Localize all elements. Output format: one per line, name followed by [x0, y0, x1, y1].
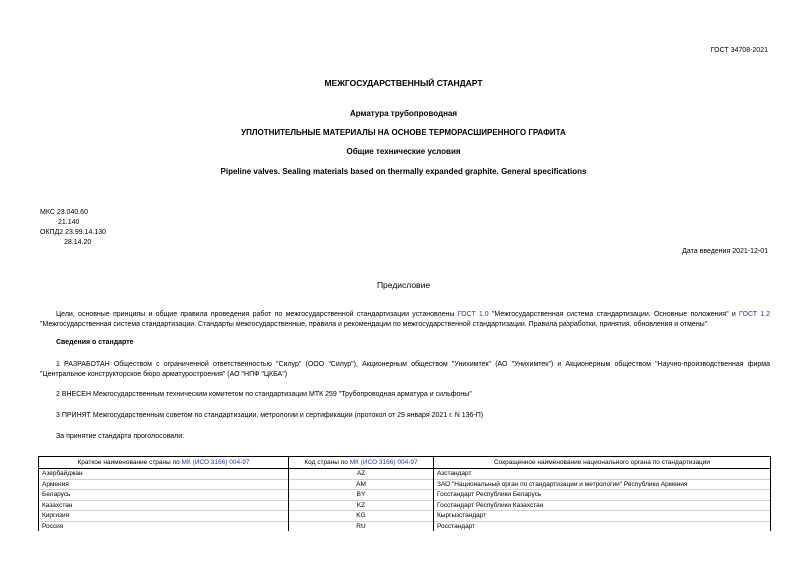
body-cell: Госстандарт Республики Казахстан [434, 500, 771, 511]
body-cell: Росстандарт [434, 521, 771, 531]
body-cell: ЗАО "Национальный орган по стандартизации и метрологии" Республики Армения [434, 479, 771, 490]
foreword-heading: Предисловие [376, 280, 431, 290]
introduction-date: Дата введения 2021-12-01 [682, 248, 768, 255]
voted-label: За принятие стандарта проголосовали: [56, 433, 185, 440]
foreword-paragraph [40, 310, 770, 330]
english-title: Pipeline valves. Sealing materials based on thermally expanded graphite. General specifications [220, 167, 587, 176]
countries-table [38, 456, 771, 531]
standard-info-heading: Сведения о стандарте [56, 339, 134, 346]
table-row [39, 469, 771, 480]
paragraph-text: Цели, основные принципы и общие правила проведения работ по межгосударственной стандартизации установлены [56, 311, 458, 318]
standard-name-title: УПЛОТНИТЕЛЬНЫЕ МАТЕРИАЛЫ НА ОСНОВЕ ТЕРМОРАСШИРЕННОГО ГРАФИТА [241, 128, 566, 137]
document-number: ГОСТ 34708-2021 [710, 47, 768, 54]
subject-title: Арматура трубопроводная [349, 109, 458, 118]
body-cell: Госстандарт Республики Беларусь [434, 490, 771, 501]
code-cell: RU [289, 521, 434, 531]
country-cell: Киргизия [39, 511, 289, 522]
body-cell: Кыргызстандарт [434, 511, 771, 522]
country-cell: Армения [39, 479, 289, 490]
country-code-header [289, 457, 434, 469]
gost-1-0-link[interactable]: ГОСТ 1.0 [457, 311, 489, 318]
country-cell: Россия [39, 521, 289, 531]
code-cell: AM [289, 479, 434, 490]
classification-codes [40, 208, 106, 248]
country-cell: Казахстан [39, 500, 289, 511]
developed-by-item: 1 РАЗРАБОТАН Обществом с ограниченной ответственностью "Силур" (ООО "Силур"), Акционерным обществом "Унихимтек" (АО "Унихимтек") и Акционерным обществом "Научно-производственная фирма "Центральное конструкторское бюро арматуростроения" (АО "НПФ "ЦКБА") [40, 361, 770, 378]
paragraph-text: "Межгосударственная система стандартизации. Стандарты межгосударственные, правила и рекомендации по межгосударственной стандартизации. Правила разработки, принятия, обновления и отмены" [40, 321, 708, 328]
code-cell: BY [289, 490, 434, 501]
header-text: Код страны по [304, 459, 350, 466]
table-row [39, 500, 771, 511]
country-cell: Беларусь [39, 490, 289, 501]
mk-iso-link[interactable]: МК (ИСО 3166) 004-97 [181, 459, 250, 466]
country-name-header [39, 457, 289, 469]
table-row [39, 511, 771, 522]
table-row [39, 490, 771, 501]
paragraph-text: "Межгосударственная система стандартизации. Основные положения" и [488, 311, 740, 318]
standard-kind-title: Общие технические условия [346, 147, 461, 156]
table-row [39, 479, 771, 490]
table-header-row [39, 457, 771, 469]
body-cell: Азстандарт [434, 469, 771, 480]
standard-type-title: МЕЖГОСУДАРСТВЕННЫЙ СТАНДАРТ [324, 78, 483, 88]
okpd-code-extra: 28.14.20 [64, 239, 92, 246]
header-text: Краткое наименование страны по [77, 459, 182, 466]
mks-code: МКС 23.040.60 [40, 209, 88, 216]
code-cell: KZ [289, 500, 434, 511]
country-cell: Азербайджан [39, 469, 289, 480]
mk-iso-link[interactable]: МК (ИСО 3166) 004-97 [349, 459, 418, 466]
submitted-by-item: 2 ВНЕСЕН Межгосударственным техническим комитетом по стандартизации МТК 259 "Трубопроводная арматура и сильфоны" [56, 391, 472, 398]
adopted-by-item: 3 ПРИНЯТ Межгосударственным советом по стандартизации, метрологии и сертификации (протокол от 29 января 2021 г. N 136-П) [56, 412, 484, 419]
okpd-code: ОКПД2 23.99.14.130 [40, 229, 107, 236]
gost-1-2-link[interactable]: ГОСТ 1.2 [739, 311, 770, 318]
table-row [39, 521, 771, 531]
code-cell: AZ [289, 469, 434, 480]
national-body-header: Сокращенное наименование национального органа по стандартизации [434, 457, 771, 469]
code-cell: KG [289, 511, 434, 522]
mks-code-extra: 21.140 [58, 219, 80, 226]
